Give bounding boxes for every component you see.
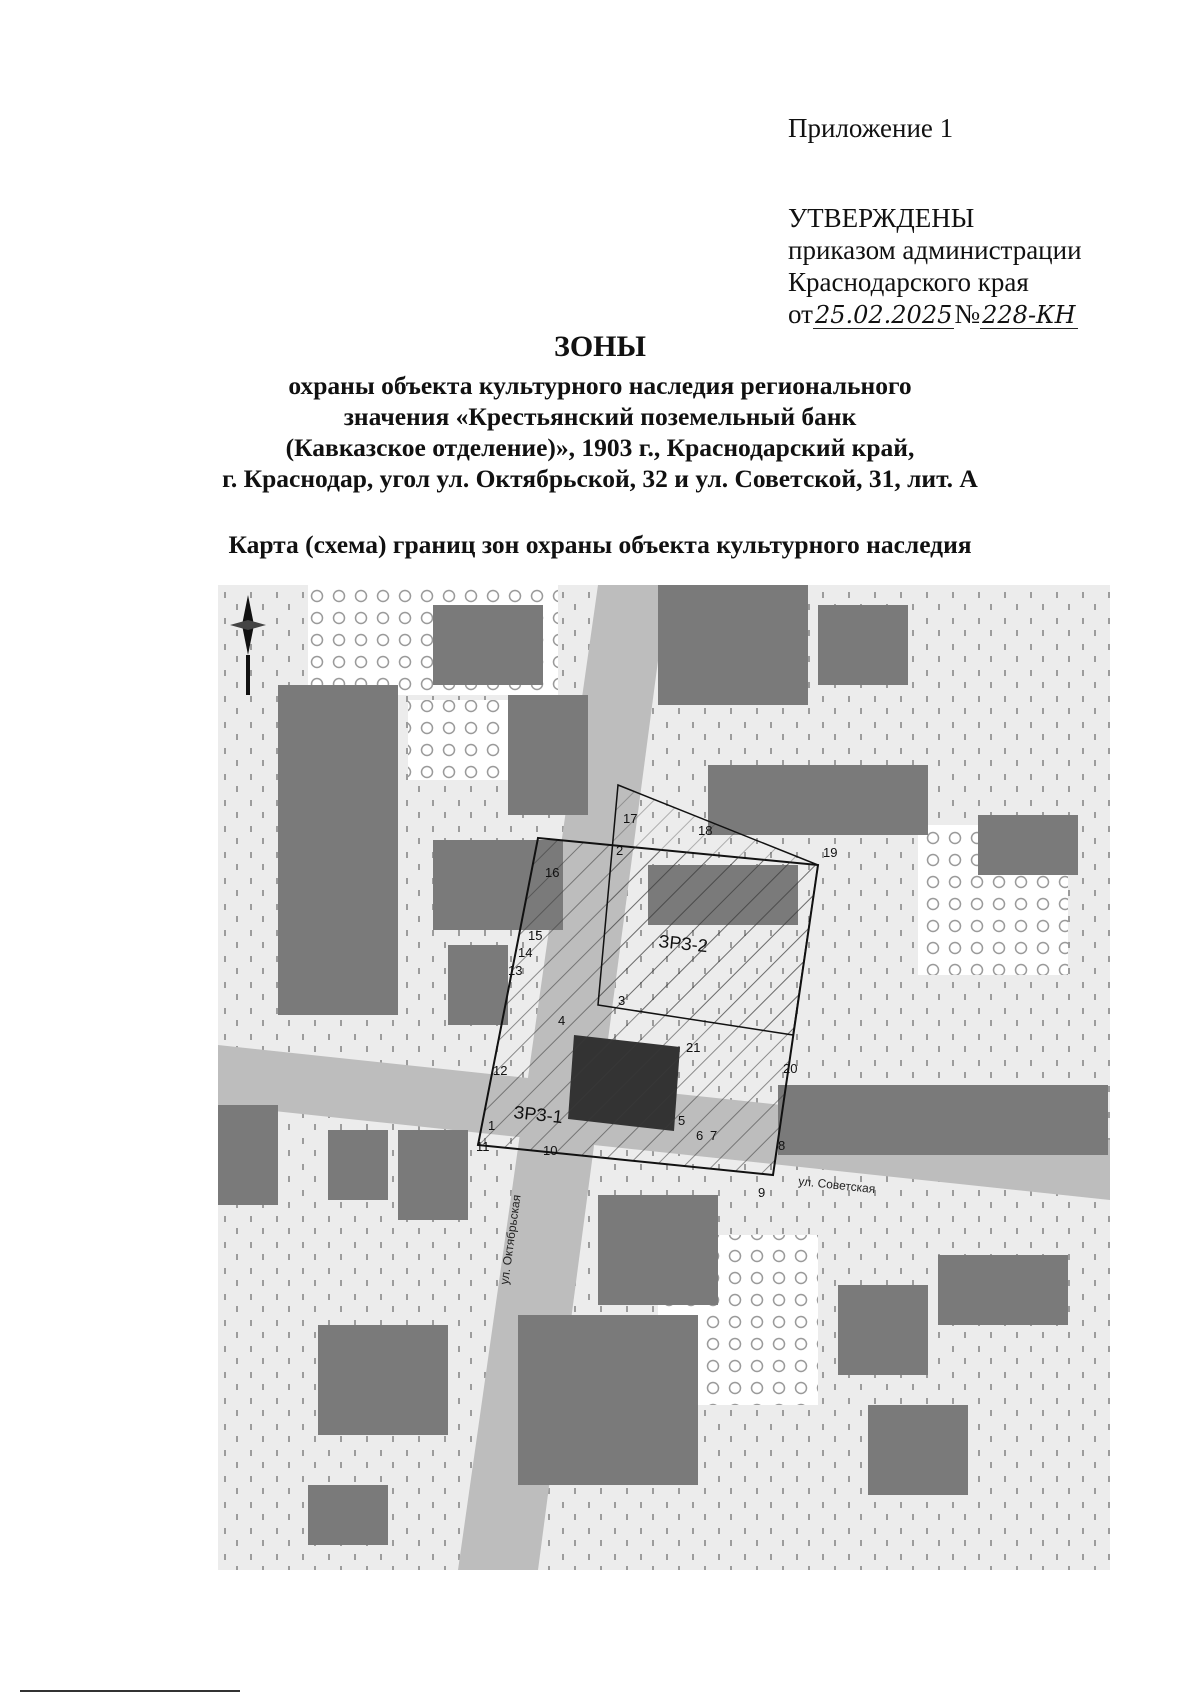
building — [708, 765, 928, 835]
building — [868, 1405, 968, 1495]
building — [218, 1105, 278, 1205]
boundary-point-20: 20 — [783, 1061, 798, 1076]
approved-label: УТВЕРЖДЕНЫ — [788, 203, 975, 233]
building — [818, 605, 908, 685]
street-label-sovetskaya: ул. Советская — [797, 1174, 877, 1197]
boundary-point-6: 6 — [696, 1128, 704, 1143]
subtitle-line-2: значения «Крестьянский поземельный банк — [343, 402, 857, 431]
footer-rule — [20, 1690, 240, 1692]
boundary-point-13: 13 — [508, 963, 523, 978]
building — [318, 1325, 448, 1435]
zone-map — [218, 585, 1110, 1570]
building — [433, 605, 543, 685]
boundary-point-10: 10 — [543, 1143, 558, 1158]
date-prefix: от — [788, 299, 813, 329]
boundary-point-4: 4 — [558, 1013, 566, 1028]
boundary-point-9: 9 — [758, 1185, 766, 1200]
subtitle-line-4: г. Краснодар, угол ул. Октябрьской, 32 и ул. Советской, 31, лит. А — [222, 464, 978, 493]
building — [278, 685, 398, 1015]
map-caption: Карта (схема) границ зон охраны объекта культурного наследия — [228, 530, 972, 559]
building — [778, 1085, 1108, 1155]
document-subtitle — [0, 370, 1200, 494]
boundary-point-18: 18 — [698, 823, 713, 838]
boundary-point-11: 11 — [476, 1139, 490, 1154]
document-title: ЗОНЫ — [554, 330, 646, 363]
approved-by-line2: Краснодарского края — [788, 267, 1029, 297]
boundary-point-16: 16 — [545, 865, 560, 880]
order-date: 25.02.2025 — [814, 301, 953, 329]
building — [448, 945, 508, 1025]
boundary-point-5: 5 — [678, 1113, 686, 1128]
boundary-point-12: 12 — [493, 1063, 508, 1078]
order-number: 228-КН — [982, 301, 1076, 329]
building — [978, 815, 1078, 875]
zone-label-zrz-1: ЗРЗ-1 — [512, 1102, 564, 1128]
subtitle-line-1: охраны объекта культурного наследия регионального — [288, 371, 912, 400]
building — [398, 1130, 468, 1220]
street-label-oktyabrskaya: ул. Октябрьская — [497, 1193, 524, 1286]
boundary-point-1: 1 — [488, 1118, 496, 1133]
building — [518, 1315, 698, 1485]
boundary-point-3: 3 — [618, 993, 626, 1008]
building — [508, 695, 588, 815]
zone-label-zrz-2: ЗРЗ-2 — [657, 931, 709, 957]
building — [838, 1285, 928, 1375]
building — [658, 585, 808, 705]
boundary-point-15: 15 — [528, 928, 543, 943]
boundary-point-7: 7 — [710, 1128, 718, 1143]
boundary-point-17: 17 — [623, 811, 638, 826]
boundary-point-2: 2 — [616, 843, 624, 858]
building — [598, 1195, 718, 1305]
number-prefix: № — [954, 299, 981, 329]
building — [308, 1485, 388, 1545]
boundary-point-14: 14 — [518, 945, 533, 960]
order-date-line — [788, 298, 1082, 330]
subtitle-line-3: (Кавказское отделение)», 1903 г., Краснодарский край, — [285, 433, 915, 462]
boundary-point-8: 8 — [778, 1138, 786, 1153]
appendix-label: Приложение 1 — [788, 113, 954, 143]
boundary-point-21: 21 — [686, 1040, 701, 1055]
building — [328, 1130, 388, 1200]
approved-by-line1: приказом администрации — [788, 235, 1082, 265]
boundary-point-19: 19 — [823, 845, 838, 860]
approval-block — [788, 112, 1082, 330]
building — [938, 1255, 1068, 1325]
